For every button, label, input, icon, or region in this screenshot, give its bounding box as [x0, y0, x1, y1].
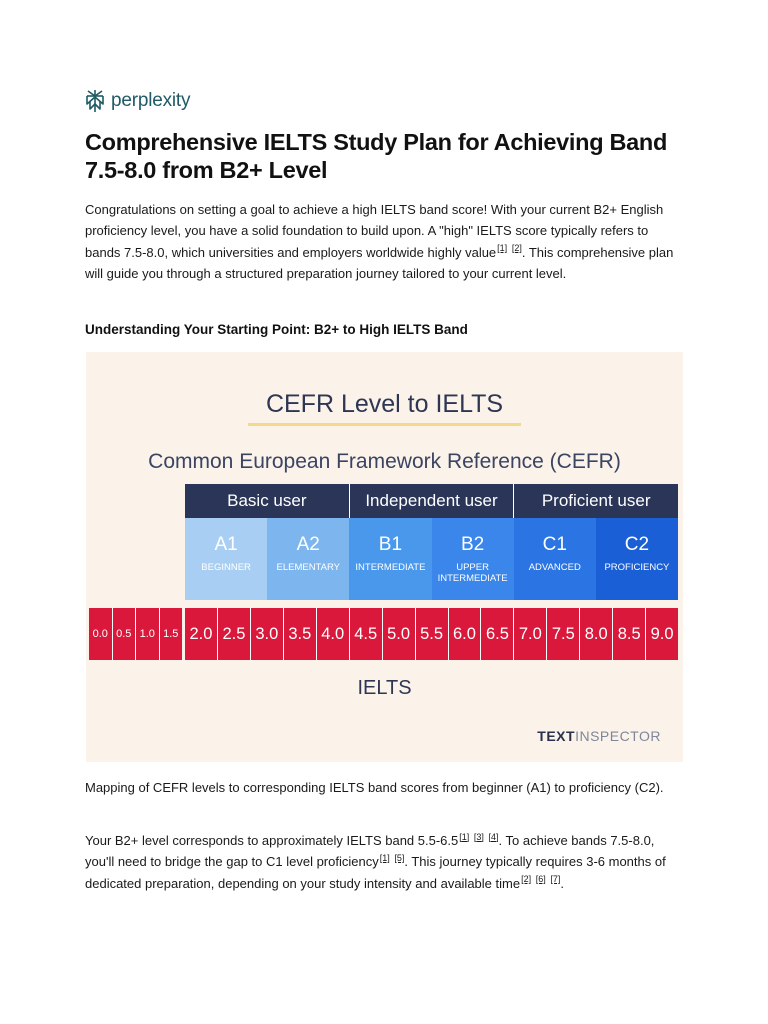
ielts-band: 9.0 [646, 608, 678, 660]
level-code: C2 [624, 534, 650, 555]
brand-logo[interactable] [85, 89, 190, 113]
ielts-band: 8.5 [613, 608, 646, 660]
level-text-4: . [560, 875, 564, 891]
user-group-basic: Basic user [185, 484, 350, 518]
cefr-level-a1 [185, 518, 267, 600]
ielts-band: 6.0 [449, 608, 482, 660]
citation-link[interactable]: [3] [473, 831, 484, 842]
citation-link[interactable]: [1] [497, 243, 508, 254]
intro-text-2: . This comprehensive plan will guide you through a structured preparation journey tailored to your current level. [85, 244, 674, 281]
figure-caption: Mapping of CEFR levels to corresponding IELTS band scores from beginner (A1) to proficiency (C2). [85, 780, 664, 795]
level-name: UPPER INTERMEDIATE [437, 562, 508, 584]
level-code: B2 [460, 534, 485, 555]
citation-link[interactable]: [2] [511, 243, 522, 254]
ielts-band: 3.0 [251, 608, 284, 660]
perplexity-logo-icon [85, 89, 105, 113]
level-text-2: . To achieve bands 7.5-8.0, you'll need to bridge the gap to C1 level proficiency [85, 833, 655, 870]
user-group-independent: Independent user [350, 484, 515, 518]
figure-title: CEFR Level to IELTS [265, 390, 504, 418]
logo-text-b: INSPECTOR [575, 728, 661, 744]
ielts-band: 2.0 [185, 608, 218, 660]
level-text-1: Your B2+ level corresponds to approximately IELTS band 5.5-6.5 [85, 833, 459, 848]
text-inspector-logo [537, 728, 661, 744]
ielts-band: 8.0 [580, 608, 613, 660]
level-name: BEGINNER [201, 562, 251, 573]
ielts-band: 3.5 [284, 608, 317, 660]
level-paragraph [85, 830, 685, 894]
level-code: A1 [214, 534, 238, 555]
level-text-3: . This journey typically requires 3-6 months of dedicated preparation, depending on your study intensity and available time [85, 854, 666, 891]
citation-link[interactable]: [4] [488, 831, 499, 842]
user-groups-row [185, 484, 678, 518]
figure-subtitle: Common European Framework Reference (CEFR) [148, 450, 621, 473]
user-group-proficient: Proficient user [541, 491, 651, 510]
ielts-band: 7.0 [514, 608, 547, 660]
citation-link[interactable]: [1] [379, 852, 390, 863]
ielts-band: 4.0 [317, 608, 350, 660]
ielts-band: 1.5 [160, 608, 183, 660]
ielts-band: 0.0 [89, 608, 113, 660]
intro-text-1: Congratulations on setting a goal to achieve a high IELTS band score! With your current B2+ English proficiency level, you have a solid foundation to build upon. A "high" IELTS score typically refers to bands 7.5-8.0, which universities and employers worldwide highly value [85, 202, 664, 260]
ielts-band: 1.0 [136, 608, 160, 660]
ielts-band: 5.5 [416, 608, 449, 660]
level-name: PROFICIENCY [604, 562, 670, 573]
ielts-band: 2.5 [218, 608, 251, 660]
brand-name: perplexity [111, 90, 191, 111]
page-title: Comprehensive IELTS Study Plan for Achieving Band 7.5-8.0 from B2+ Level [85, 129, 668, 183]
ielts-bands-high [185, 608, 678, 660]
cefr-level-c1 [514, 518, 596, 600]
logo-text-a: TEXT [537, 728, 576, 744]
ielts-band: 7.5 [547, 608, 580, 660]
level-name: INTERMEDIATE [355, 562, 426, 573]
level-code: B1 [378, 534, 403, 555]
level-name: ADVANCED [528, 562, 581, 573]
title-underline [248, 423, 521, 426]
ielts-band: 0.5 [113, 608, 137, 660]
intro-paragraph [85, 199, 685, 284]
cefr-level-b2 [432, 518, 514, 600]
cefr-level-c2 [596, 518, 678, 600]
cefr-ielts-figure [86, 352, 683, 762]
ielts-band: 5.0 [383, 608, 416, 660]
section-heading: Understanding Your Starting Point: B2+ to High IELTS Band [85, 322, 468, 337]
level-code: A2 [296, 534, 320, 555]
citation-link[interactable]: [5] [394, 852, 405, 863]
cefr-level-b1 [349, 518, 431, 600]
ielts-band: 4.5 [350, 608, 383, 660]
level-code: C1 [542, 534, 567, 555]
cefr-levels-row [185, 518, 678, 600]
citation-link[interactable]: [6] [535, 874, 546, 885]
cefr-level-a2 [267, 518, 349, 600]
citation-link[interactable]: [7] [550, 874, 561, 885]
ielts-label: IELTS [357, 677, 412, 699]
ielts-bands-low [89, 608, 182, 660]
citation-link[interactable]: [1] [459, 831, 470, 842]
level-name: ELEMENTARY [276, 562, 341, 573]
ielts-band: 6.5 [481, 608, 514, 660]
citation-link[interactable]: [2] [521, 874, 532, 885]
